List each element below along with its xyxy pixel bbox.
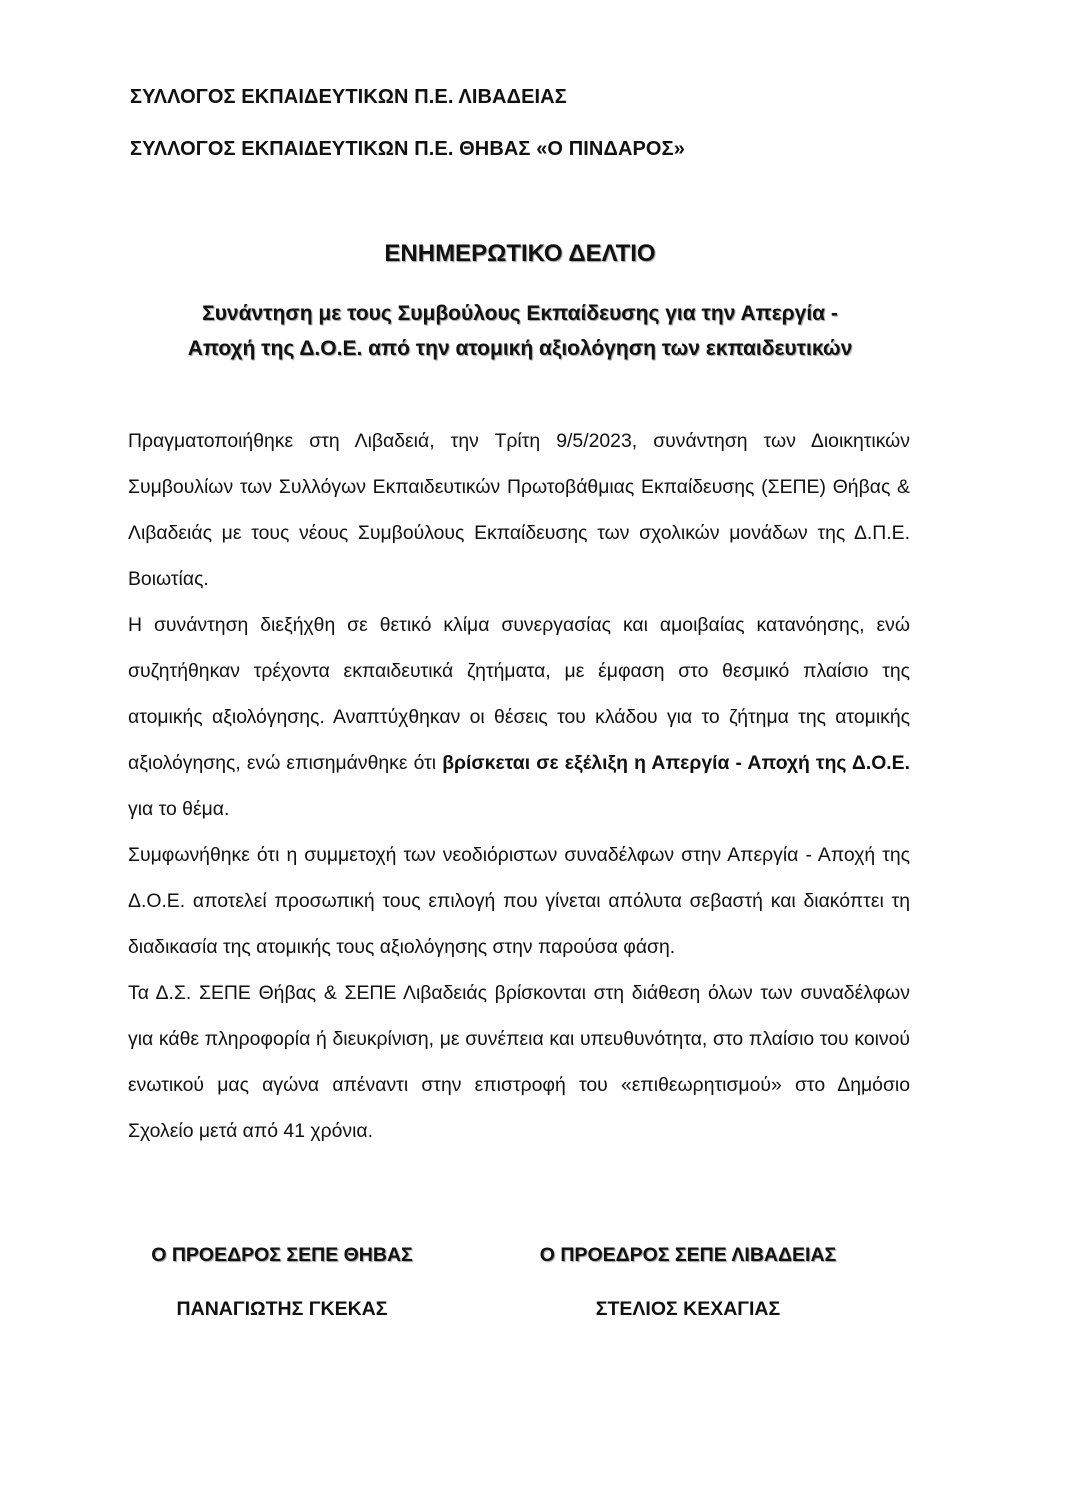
header-line-1: ΣΥΛΛΟΓΟΣ ΕΚΠΑΙΔΕΥΤΙΚΩΝ Π.Ε. ΛΙΒΑΔΕΙΑΣ bbox=[130, 86, 567, 108]
signature-right-role: Ο ΠΡΟΕΔΡΟΣ ΣΕΠΕ ΛΙΒΑΔΕΙΑΣ bbox=[539, 1244, 837, 1266]
subtitle-line-2: Αποχή της Δ.Ο.Ε. από την ατομική αξιολόγηση των εκπαιδευτικών bbox=[187, 337, 853, 360]
document-subtitle bbox=[100, 296, 940, 366]
subtitle-line-1: Συνάντηση με τους Συμβούλους Εκπαίδευσης για την Απεργία - bbox=[202, 302, 838, 325]
header-line-2: ΣΥΛΛΟΓΟΣ ΕΚΠΑΙΔΕΥΤΙΚΩΝ Π.Ε. ΘΗΒΑΣ «Ο ΠΙΝΔΑΡΟΣ» bbox=[130, 138, 685, 160]
signature-right-name: ΣΤΕΛΙΟΣ ΚΕΧΑΓΙΑΣ bbox=[595, 1298, 781, 1320]
body-text bbox=[128, 418, 910, 1154]
signature-left-name: ΠΑΝΑΓΙΩΤΗΣ ΓΚΕΚΑΣ bbox=[176, 1298, 388, 1320]
signature-left-role: Ο ΠΡΟΕΔΡΟΣ ΣΕΠΕ ΘΗΒΑΣ bbox=[151, 1244, 413, 1266]
paragraph-3: Συμφωνήθηκε ότι η συμμετοχή των νεοδιόριστων συναδέλφων στην Απεργία - Αποχή της Δ.Ο.Ε. αποτελεί προσωπική τους επιλογή που γίνεται απόλυτα σεβαστή και διακόπτει τη διαδικασία της ατομικής τους αξιολόγησης στην παρούσα φάση. bbox=[128, 844, 910, 958]
paragraph-2 bbox=[128, 602, 910, 832]
paragraph-1: Πραγματοποιήθηκε στη Λιβαδειά, την Τρίτη 9/5/2023, συνάντηση των Διοικητικών Συμβουλίων των Συλλόγων Εκπαιδευτικών Πρωτοβάθμιας Εκπαίδευσης (ΣΕΠΕ) Θήβας & Λιβαδειάς με τους νέους Συμβούλους Εκπαίδευσης των σχολικών μονάδων της Δ.Π.Ε. Βοιωτίας. bbox=[128, 430, 910, 590]
paragraph-2-start: Η συνάντηση διεξήχθη σε θετικό κλίμα συνεργασίας και αμοιβαίας κατανόησης, ενώ συζητήθηκαν τρέχοντα εκπαιδευτικά ζητήματα, με έμφαση στο θεσμικό πλαίσιο της ατομικής αξιολόγησης. Αναπτύχθηκαν οι θέσεις του κλάδου για το ζήτημα της ατομικής αξιολόγησης, ενώ επισημάνθηκε ότι bbox=[128, 614, 910, 774]
paragraph-2-end: για το θέμα. bbox=[128, 798, 230, 820]
paragraph-2-bold: βρίσκεται σε εξέλιξη η Απεργία - Αποχή της Δ.Ο.Ε. bbox=[442, 752, 911, 774]
document-title: ΕΝΗΜΕΡΩΤΙΚΟ ΔΕΛΤΙΟ bbox=[384, 240, 656, 267]
paragraph-4: Τα Δ.Σ. ΣΕΠΕ Θήβας & ΣΕΠΕ Λιβαδειάς βρίσκονται στη διάθεση όλων των συναδέλφων για κάθε πληροφορία ή διευκρίνιση, με συνέπεια και υπευθυνότητα, στο πλαίσιο του κοινού ενωτικού μας αγώνα απέναντι στην επιστροφή του «επιθεωρητισμού» στο Δημόσιο Σχολείο μετά από 41 χρόνια. bbox=[128, 982, 910, 1142]
